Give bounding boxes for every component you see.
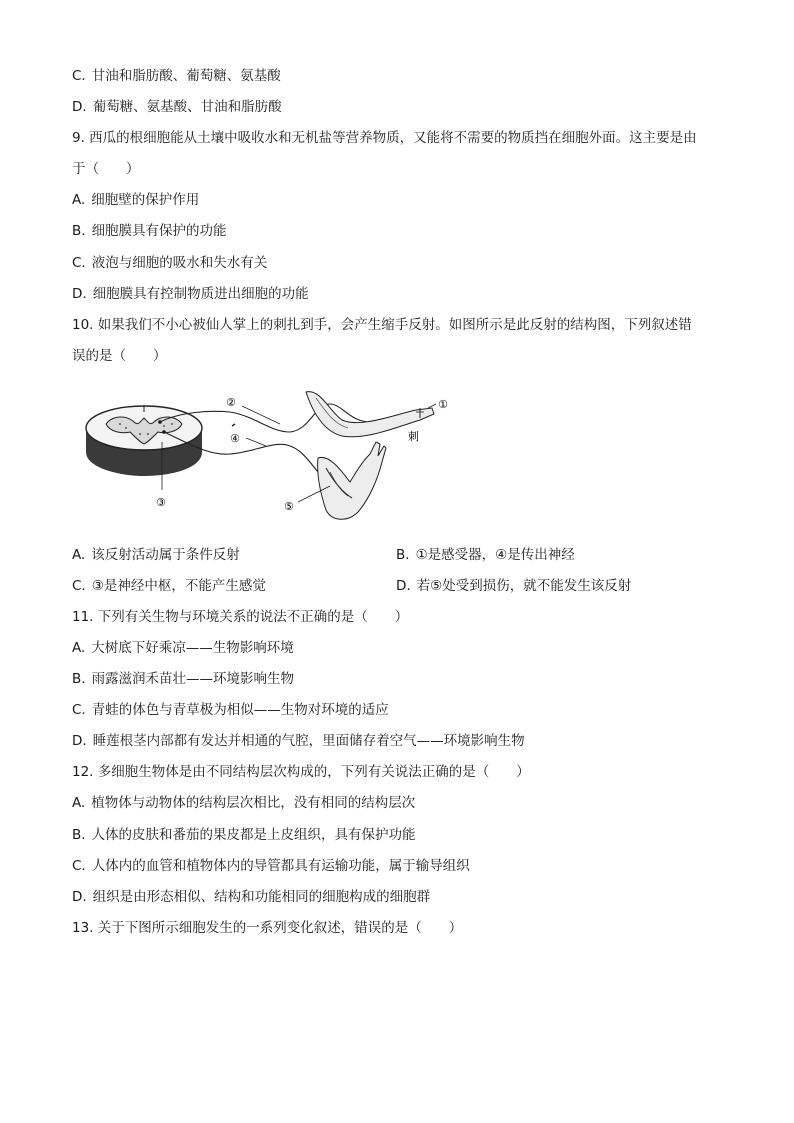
q10-option-c xyxy=(72,576,266,596)
q12-option-c xyxy=(72,856,470,876)
option-text: 人体内的血管和植物体内的导管都具有运输功能，属于输导组织 xyxy=(91,858,470,874)
option-label: C. xyxy=(72,68,86,84)
option-label: B. xyxy=(72,223,86,239)
label-4 xyxy=(230,432,240,445)
q11-option-b xyxy=(72,669,294,689)
option-label: A. xyxy=(72,192,86,208)
q9-option-d xyxy=(72,284,309,304)
q10-option-a xyxy=(72,545,240,565)
option-text: 甘油和脂肪酸、葡萄糖、氨基酸 xyxy=(91,68,281,84)
arm-lower xyxy=(318,442,386,519)
q12-option-b xyxy=(72,825,416,845)
q9-option-c xyxy=(72,253,267,273)
svg-text:③: ③ xyxy=(156,496,166,509)
q9-option-b xyxy=(72,221,227,241)
option-label: D. xyxy=(72,286,87,302)
option-text: 葡萄糖、氨基酸、甘油和脂肪酸 xyxy=(92,99,282,115)
svg-text:⑤: ⑤ xyxy=(284,500,294,513)
q11-stem: 11. 下列有关生物与环境关系的说法不正确的是（ ） xyxy=(72,609,409,625)
option-text: ③是神经中枢，不能产生感觉 xyxy=(91,578,266,594)
option-text: 植物体与动物体的结构层次相比，没有相同的结构层次 xyxy=(91,795,416,811)
q13-stem: 13. 关于下图所示细胞发生的一系列变化叙述，错误的是（ ） xyxy=(72,920,463,936)
option-label: D. xyxy=(72,889,87,905)
label-5 xyxy=(284,500,294,513)
option-text: 雨露滋润禾苗壮——环境影响生物 xyxy=(91,671,295,687)
q11-option-a xyxy=(72,638,294,658)
svg-text:②: ② xyxy=(226,396,236,409)
option-label: D. xyxy=(72,99,87,115)
option-text: 青蛙的体色与青草极为相似——生物对环境的适应 xyxy=(91,702,389,718)
svg-text:①: ① xyxy=(438,398,448,411)
option-label: D. xyxy=(396,578,411,594)
q8-option-c xyxy=(72,66,281,86)
option-text: 细胞壁的保护作用 xyxy=(91,192,200,208)
option-label: A. xyxy=(72,547,86,563)
svg-text:④: ④ xyxy=(230,432,240,445)
q11-option-c xyxy=(72,700,389,720)
option-text: 细胞膜具有保护的功能 xyxy=(91,223,227,239)
option-text: ①是感受器，④是传出神经 xyxy=(415,547,575,563)
q10-option-d xyxy=(396,576,631,596)
option-label: C. xyxy=(72,858,86,874)
q8-option-d xyxy=(72,97,282,117)
q11-option-d xyxy=(72,731,525,751)
option-label: C. xyxy=(72,702,86,718)
option-text: 睡莲根茎内部都有发达并相通的气腔，里面储存着空气——环境影响生物 xyxy=(92,733,525,749)
option-label: B. xyxy=(72,671,86,687)
q12-option-a xyxy=(72,793,415,813)
option-text: 若⑤处受到损伤，就不能发生该反射 xyxy=(416,578,632,594)
q9-stem-line1: 9. 西瓜的根细胞能从土壤中吸收水和无机盐等营养物质，又能将不需要的物质挡在细胞外面。这主要是由 xyxy=(72,130,697,146)
option-label: D. xyxy=(72,733,87,749)
option-label: C. xyxy=(72,578,86,594)
option-label: B. xyxy=(396,547,410,563)
label-3 xyxy=(156,496,166,509)
option-text: 该反射活动属于条件反射 xyxy=(91,547,240,563)
option-label: A. xyxy=(72,640,86,656)
option-text: 人体的皮肤和番茄的果皮都是上皮组织，具有保护功能 xyxy=(91,827,416,843)
option-text: 大树底下好乘凉——生物影响环境 xyxy=(91,640,294,656)
q10-option-b xyxy=(396,545,575,565)
option-text: 液泡与细胞的吸水和失水有关 xyxy=(91,255,268,271)
q10-stem-line1: 10. 如果我们不小心被仙人掌上的刺扎到手，会产生缩手反射。如图所示是此反射的结构图，下列叙述错 xyxy=(72,317,692,333)
q9-option-a xyxy=(72,190,199,210)
q12-option-d xyxy=(72,887,430,907)
label-2 xyxy=(226,396,236,409)
option-text: 细胞膜具有控制物质进出细胞的功能 xyxy=(92,286,309,302)
option-label: A. xyxy=(72,795,86,811)
q10-stem-line2: 误的是（ ） xyxy=(72,348,167,364)
option-text: 组织是由形态相似、结构和功能相同的细胞构成的细胞群 xyxy=(92,889,431,905)
label-1 xyxy=(438,398,448,411)
option-label: B. xyxy=(72,827,86,843)
label-thorn xyxy=(408,429,419,443)
spinal-cord-section xyxy=(86,406,202,476)
q9-stem-line2: 于（ ） xyxy=(72,161,140,177)
option-label: C. xyxy=(72,255,86,271)
reflex-arc-figure xyxy=(80,382,460,530)
svg-text:刺: 刺 xyxy=(408,430,419,443)
q12-stem: 12. 多细胞生物体是由不同结构层次构成的，下列有关说法正确的是（ ） xyxy=(72,764,530,780)
